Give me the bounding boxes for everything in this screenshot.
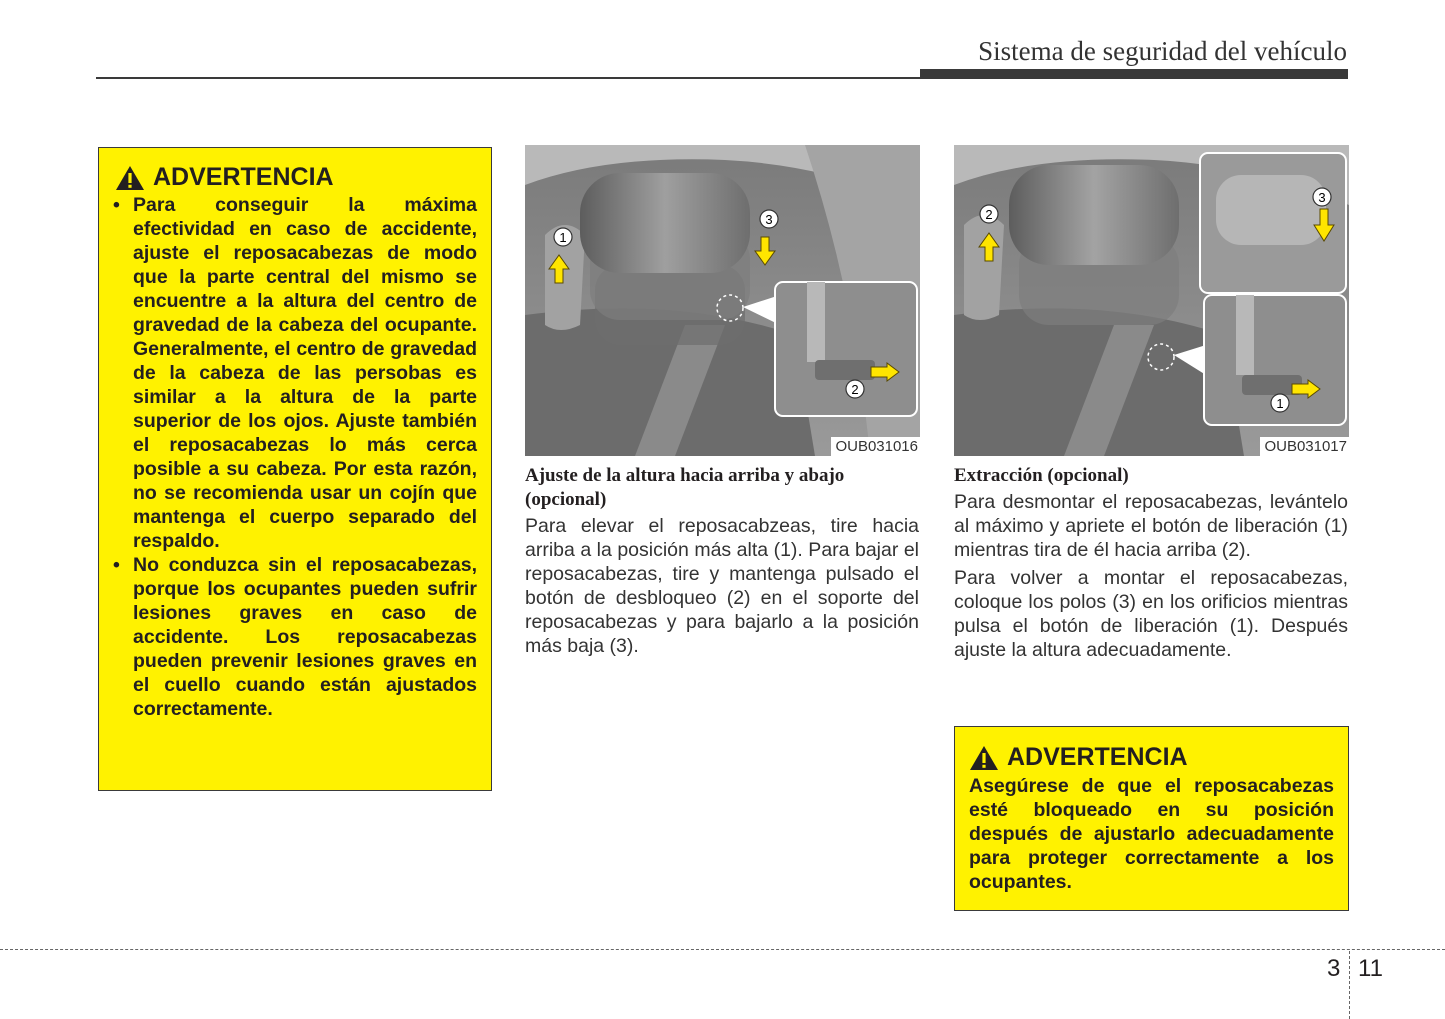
warning-box-headrest-position xyxy=(98,147,492,791)
warning-title: ADVERTENCIA xyxy=(1007,743,1188,771)
warning-heading xyxy=(115,163,477,192)
callout-3: 3 xyxy=(1318,190,1326,205)
section-removal xyxy=(954,464,1348,666)
callout-1: 1 xyxy=(559,230,567,245)
section-body: Para elevar el reposacabzeas, tire hacia arriba a la posición más alta (1). Para bajar el reposacabezas, tire y mantenga pulsado el botón de desbloqueo (2) en el soporte del reposacabezas y para bajarlo a la posición más baja (3). xyxy=(525,515,919,657)
headrest-removal-illustration xyxy=(954,145,1349,456)
headrest-height-illustration xyxy=(525,145,920,456)
warning-title: ADVERTENCIA xyxy=(153,163,334,191)
figure-code: OUB031017 xyxy=(1260,437,1349,456)
section-height-adjustment xyxy=(525,464,919,662)
chapter-number: 3 xyxy=(1327,955,1341,982)
warning-triangle-icon xyxy=(115,165,145,191)
figure-headrest-height-adjust xyxy=(525,145,920,456)
warning-heading xyxy=(969,743,1334,772)
warning-item-1: • Para conseguir la máxima efectividad en caso de accidente, ajuste el reposacabezas de modo que la parte central del mismo se encuentre a la altura del centro de gravedad de la cabeza del ocupante. Generalmente, el centro de gravedad de la cabeza de las persobas es similar a la altura de la parte superior de los ojos. Ajuste también el reposacabezas lo más cerca posible a su cabeza. Por esta razón, no se recomienda usar un cojín que mantenga el cuerpo separado del respaldo. xyxy=(113,193,477,553)
section-paragraph-1: Para desmontar el reposacabezas, levántelo al máximo y apriete el botón de liberación (1) mientras tira de él hacia arriba (2). xyxy=(954,491,1348,561)
footer-dashed-rule xyxy=(0,949,1445,950)
page-number: 11 xyxy=(1358,955,1383,982)
warning-list xyxy=(113,193,477,721)
warning-text: Asegúrese de que el reposacabezas esté bloqueado en su posición después de ajustarlo adecuadamente para proteger correctamente a los ocupantes. xyxy=(969,775,1334,893)
section-title: Ajuste de la altura hacia arriba y abajo (opcional) xyxy=(525,465,845,510)
callout-2: 2 xyxy=(851,382,859,397)
figure-headrest-removal xyxy=(954,145,1349,456)
header-rule xyxy=(96,77,1348,79)
figure-code: OUB031016 xyxy=(831,437,920,456)
warning-box-headrest-lock xyxy=(954,726,1349,911)
footer-vertical-divider xyxy=(1349,951,1350,1019)
callout-2: 2 xyxy=(985,207,993,222)
section-paragraph-2: Para volver a montar el reposacabezas, coloque los polos (3) en los orificios mientras pulsa el botón de liberación (1). Después ajuste la altura adecuadamente. xyxy=(954,567,1348,661)
warning-triangle-icon xyxy=(969,745,999,771)
page-header-title: Sistema de seguridad del vehículo xyxy=(978,36,1347,66)
warning-item-2: • No conduzca sin el reposacabezas, porque los ocupantes pueden sufrir lesiones graves en caso de accidente. Los reposacabezas pueden prevenir lesiones graves en el cuello cuando están ajustados correctamente. xyxy=(113,553,477,721)
callout-1: 1 xyxy=(1276,396,1284,411)
section-title: Extracción (opcional) xyxy=(954,465,1129,486)
callout-3: 3 xyxy=(765,212,773,227)
